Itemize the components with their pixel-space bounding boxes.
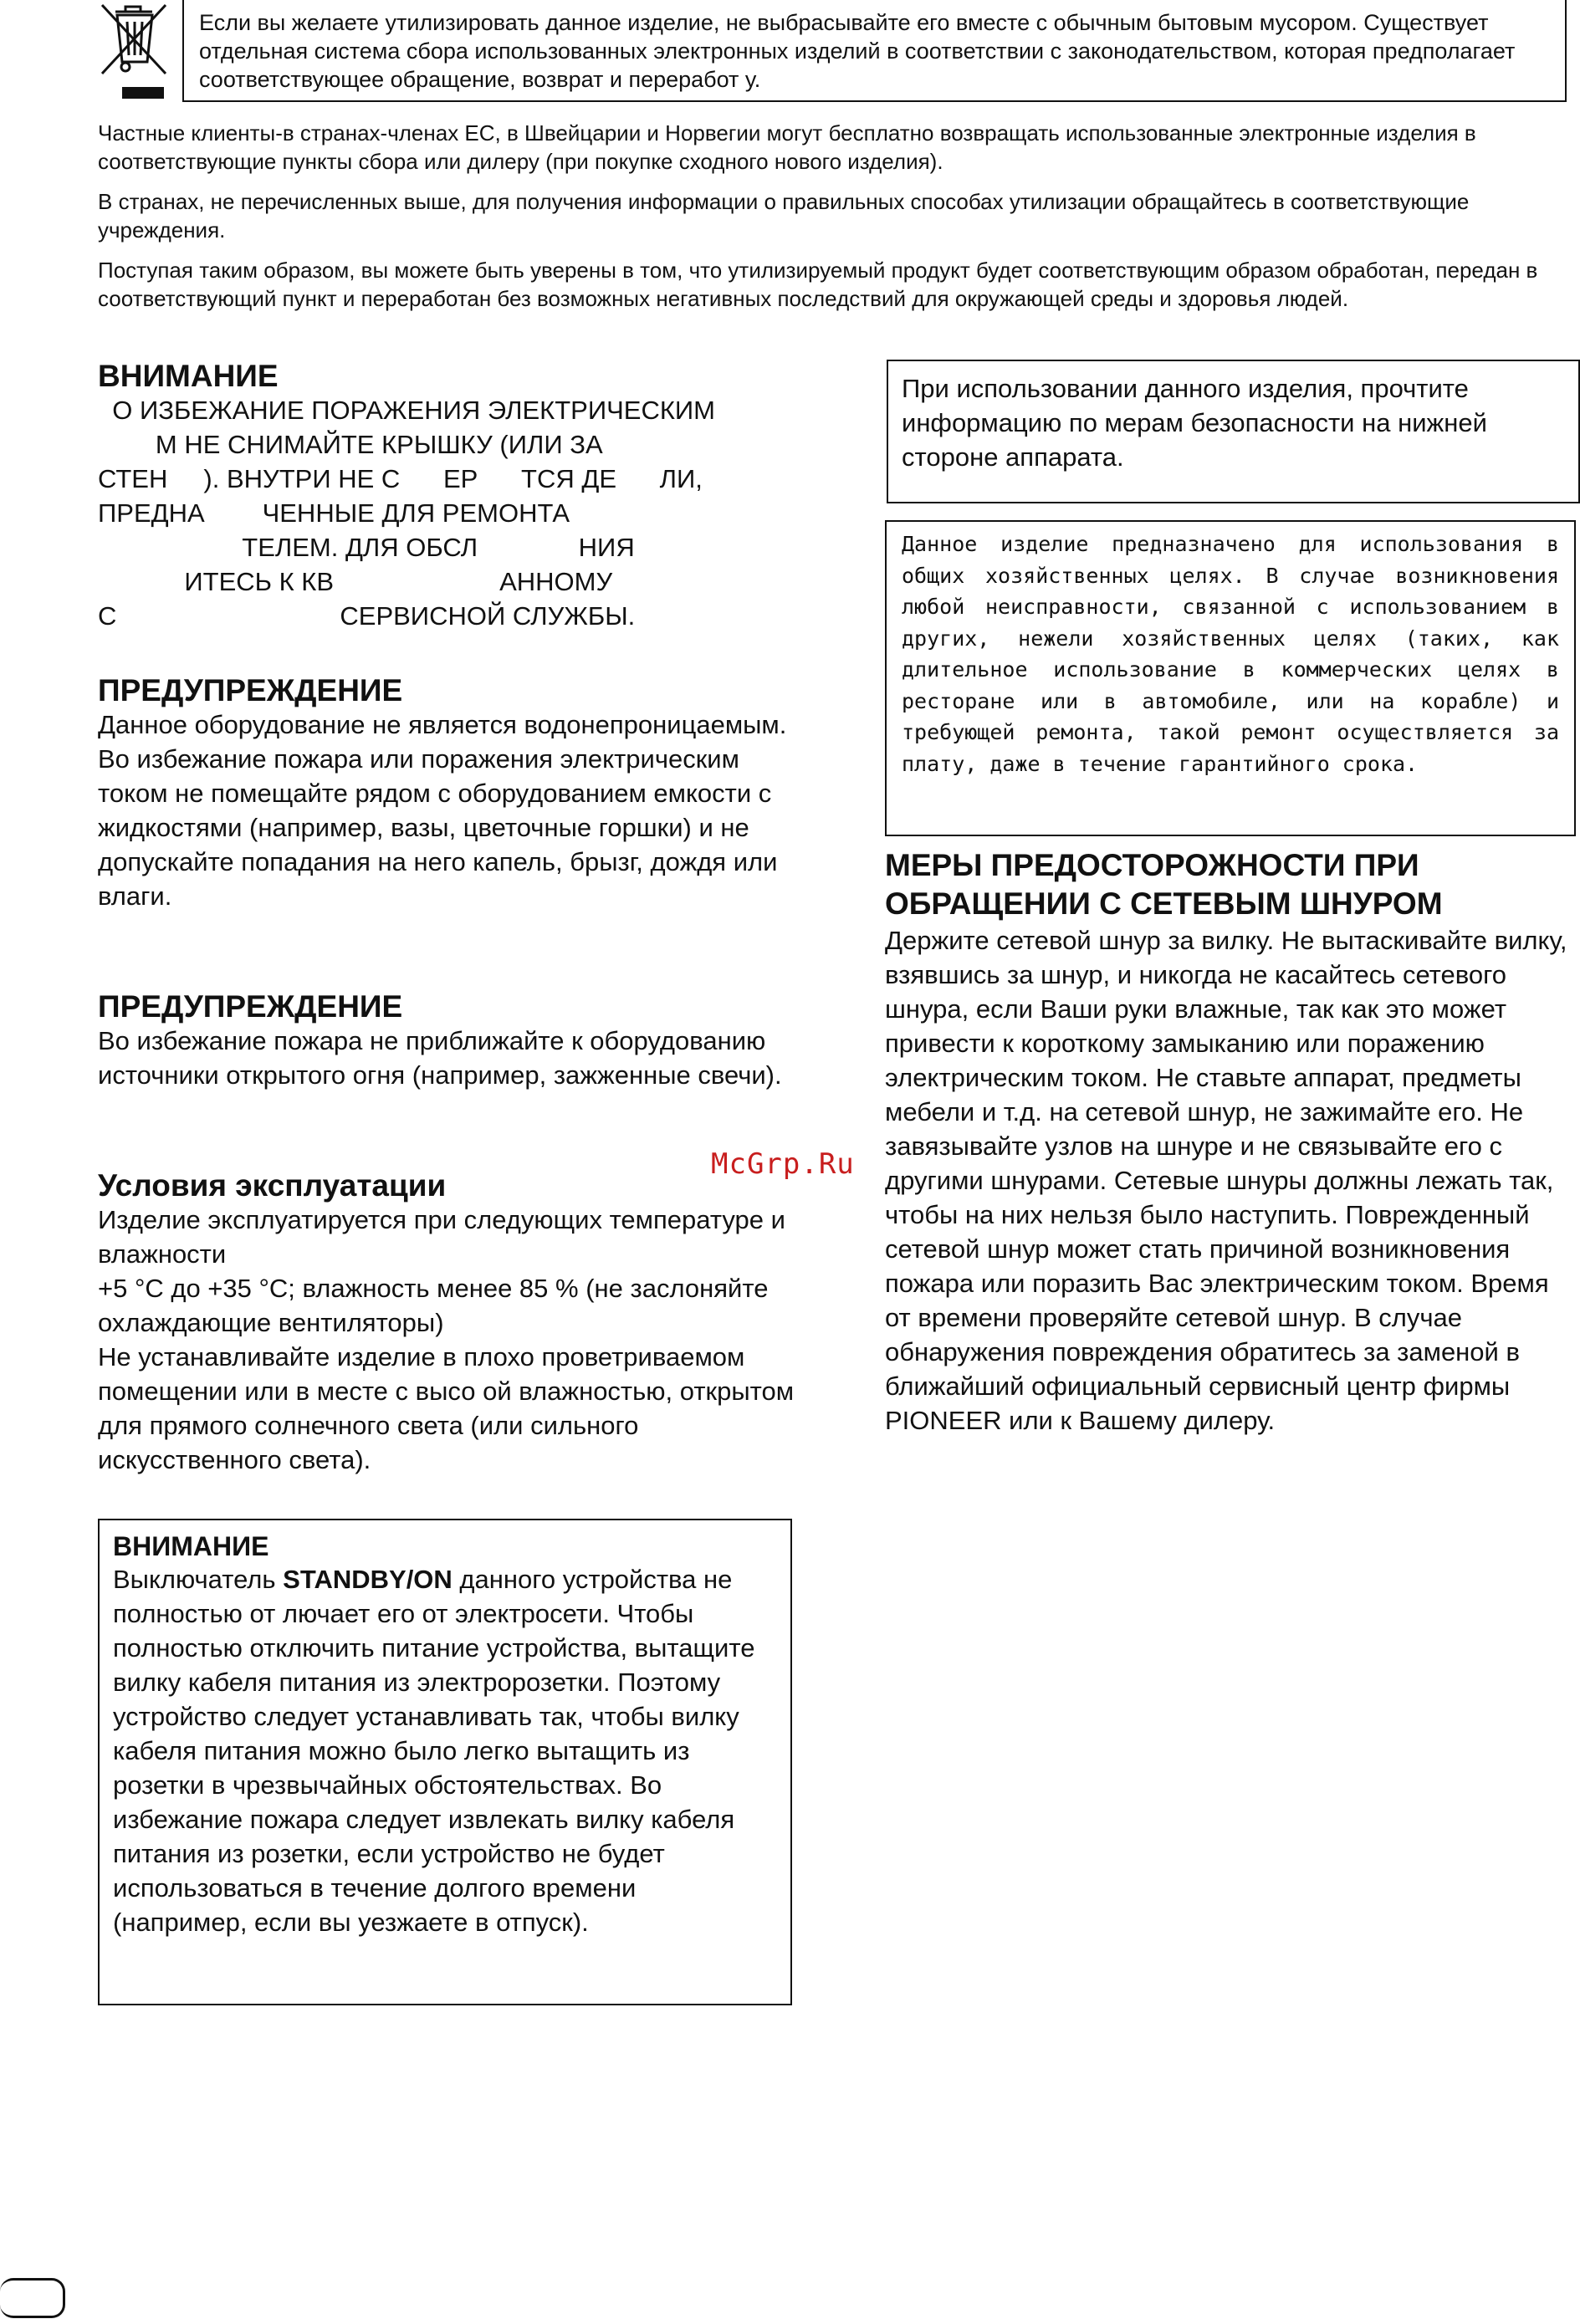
disposal-para-1: Частные клиенты-в странах-членах ЕС, в Швейцарии и Норвегии могут бесплатно возвращать использованные электронные изделия в соответствующие пункты сбора или дилеру (при покупке сходного нового изделия). bbox=[98, 120, 1476, 174]
caution-line: ПРЕДНА ЧЕННЫЕ ДЛЯ РЕМОНТА bbox=[98, 498, 570, 528]
page-number-badge bbox=[0, 2278, 65, 2318]
caution-title: ВНИМАНИЕ bbox=[98, 359, 279, 393]
safety-info-box bbox=[887, 360, 1580, 503]
operating-title: Условия эксплуатации bbox=[98, 1168, 447, 1203]
operating-text-1: Изделие эксплуатируется при следующих температуре и влажности bbox=[98, 1205, 785, 1269]
operating-text-2: +5 °C до +35 °C; влажность менее 85 % (не заслоняйте охлаждающие вентиляторы) bbox=[98, 1274, 769, 1337]
crossed-bin-icon bbox=[92, 0, 171, 105]
standby-caution-text bbox=[113, 1562, 777, 1939]
disposal-paragraph-other bbox=[98, 187, 1577, 244]
standby-caution-box bbox=[98, 1519, 792, 2005]
warning-fire-text: Во избежание пожара не приближайте к оборудованию источники открытого огня (например, зажженные свечи). bbox=[98, 1026, 782, 1090]
standby-text-pre: Выключатель bbox=[113, 1565, 284, 1594]
caution-line: С СЕРВИСНОЙ СЛУЖБЫ. bbox=[98, 601, 636, 631]
disposal-notice-text: Если вы желаете утилизировать данное изделие, не выбрасывайте его вместе с обычным бытовым мусором. Существует отдельная система сбора использованных электронных изделий в соответствии с законодательством, которая предполагает соответствующее обращение, возврат и переработ у. bbox=[199, 10, 1516, 92]
warning-section-water bbox=[98, 674, 800, 913]
caution-line: М НЕ СНИМАЙТЕ КРЫШКУ (ИЛИ ЗА bbox=[98, 430, 603, 459]
warning-title: ПРЕДУПРЕЖДЕНИЕ bbox=[98, 673, 403, 707]
power-cord-text: Держите сетевой шнур за вилку. Не вытаскивайте вилку, взявшись за шнур, и никогда не касайтесь сетевого шнура, если Ваши руки влажные, так как это может привести к короткому замыканию или поражению электрическим током. Не ставьте аппарат, предметы мебели и т.д. на сетевой шнур, не зажимайте его. Не завязывайте узлов на шнуре и не связывайте его с другими шнурами. Сетевые шнуры должны лежать так, чтобы на них нельзя было наступить. Поврежденный сетевой шнур может стать причиной возникновения пожара или поразить Вас электрическим током. Время от времени проверяйте сетевой шнур. В случае обнаружения повреждения обратитесь за заменой в ближайший официальный сервисный центр фирмы PIONEER или к Вашему дилеру. bbox=[885, 926, 1567, 1435]
operating-text-3: Не устанавливайте изделие в плохо проветриваемом помещении или в месте с высо ой влажностью, открытом для прямого солнечного света (или сильного искусственного света). bbox=[98, 1342, 795, 1474]
standby-text-post: данного устройства не полностью от лючает его от электросети. Чтобы полностью отключить питание устройства, вытащите вилку кабеля питания из электророзетки. Поэтому устройство следует устанавливать так, чтобы вилку кабеля питания можно было легко вытащить из розетки в чрезвычайных обстоятельствах. Во избежание пожара следует извлекать вилку кабеля питания из розетки, если устройство не будет использоваться в течение долгого времени (например, если вы уезжаете в отпуск). bbox=[113, 1565, 755, 1937]
power-cord-section bbox=[885, 846, 1579, 1438]
operating-conditions-section bbox=[98, 1169, 800, 1477]
warning-title: ПРЕДУПРЕЖДЕНИЕ bbox=[98, 989, 403, 1024]
standby-on-label: STANDBY/ON bbox=[283, 1565, 453, 1594]
disposal-para-2: В странах, не перечисленных выше, для получения информации о правильных способах утилизации обращайтесь в соответствующие учреждения. bbox=[98, 189, 1470, 243]
disposal-para-3: Поступая таким образом, вы можете быть уверены в том, что утилизируемый продукт будет соответствующим образом обработан, передан в соответствующий пункт и переработан без возможных негативных последствий для окружающей среды и здоровья людей. bbox=[98, 258, 1538, 311]
caution-line: О ИЗБЕЖАНИЕ ПОРАЖЕНИЯ ЭЛЕКТРИЧЕСКИМ bbox=[98, 396, 715, 425]
warning-section-fire bbox=[98, 990, 800, 1092]
standby-caution-title: ВНИМАНИЕ bbox=[113, 1531, 269, 1561]
caution-line: ТЕЛЕМ. ДЛЯ ОБСЛ НИЯ bbox=[98, 533, 635, 562]
disposal-paragraph-result bbox=[98, 256, 1577, 313]
household-use-text: Данное изделие предназначено для использования в общих хозяйственных целях. В случае возникновения любой неисправности, связанной с использованием в других, нежели хозяйственных целях (таких, как длительное использование в коммерческих целях в ресторане или в автомобиле, или на корабле) и требующей ремонта, такой ремонт осуществляется за плату, даже в течение гарантийного срока. bbox=[902, 532, 1559, 776]
power-cord-title: МЕРЫ ПРЕДОСТОРОЖНОСТИ ПРИ ОБРАЩЕНИИ С СЕТЕВЫМ ШНУРОМ bbox=[885, 848, 1443, 921]
safety-info-text: При использовании данного изделия, прочтите информацию по мерам безопасности на нижней стороне аппарата. bbox=[902, 374, 1487, 472]
caution-line: ИТЕСЬ К КВ АННОМУ bbox=[98, 567, 613, 596]
household-use-box bbox=[885, 520, 1576, 836]
caution-line: СТЕН ). ВНУТРИ НЕ С ЕР ТСЯ ДЕ ЛИ, bbox=[98, 464, 703, 493]
caution-section-1 bbox=[98, 360, 800, 633]
watermark: McGrp.Ru bbox=[711, 1147, 855, 1181]
warning-water-text: Данное оборудование не является водонепроницаемым. Во избежание пожара или поражения электрическим током не помещайте рядом с оборудованием емкости с жидкостями (например, вазы, цветочные горшки) и не допускайте попадания на него капель, брызг, дождя или влаги. bbox=[98, 710, 787, 911]
disposal-notice-box bbox=[182, 0, 1567, 102]
disposal-paragraph-eu bbox=[98, 119, 1577, 176]
